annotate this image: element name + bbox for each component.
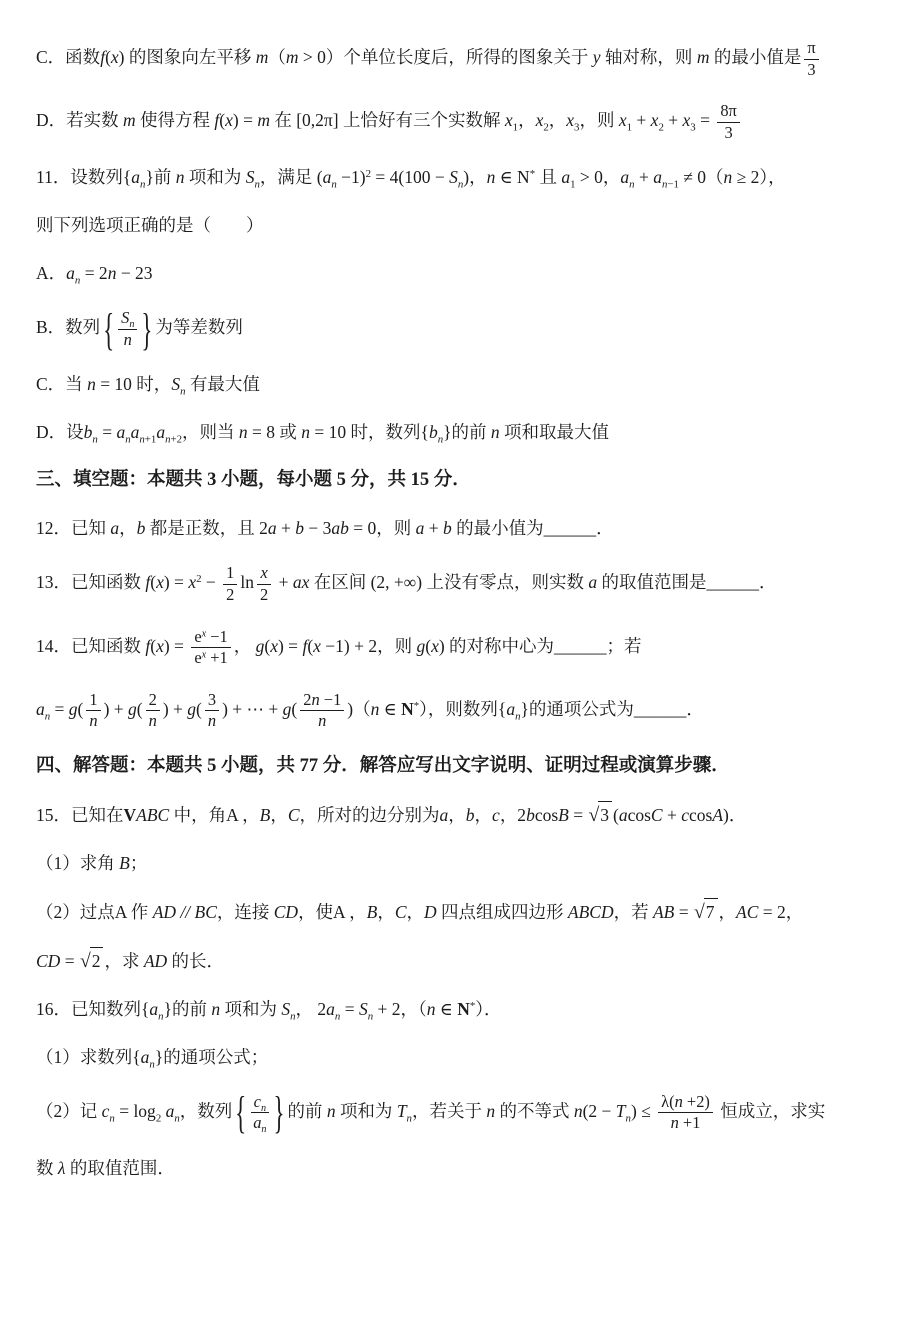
q16-part1: （1）求数列$\{a_n\}$的通项公式； (36, 1046, 269, 1071)
q10-option-d: D．若实数 m 使得方程 f(x) = m 在 [0,2π] 上恰好有三个实数解 $x_1$，$x_2$，$x_3$，则 $x_1 + x_2 + x_3$ = $\frac{8\pi}{3}$ (36, 101, 866, 143)
q10-option-c: C．函数f(x) 的图象向左平移 m（m > 0）个单位长度后，所得的图象关于 y 轴对称，则 m 的最小值是 $\frac{\pi}{3}$ (36, 38, 866, 80)
doc-lines (36, 38, 866, 1182)
q11-stem-line2: 则下列选项正确的是（ ） (36, 215, 264, 236)
q13: 13．已知函数 $f(x) = x^2$ − $\frac{1}{2}$ ln $\frac{x}{2}$ + ax 在区间 (2, +∞) 上没有零点，则实数 a 的取值范围是______． (36, 563, 777, 604)
section-3-header: 三、填空题：本题共 3 小题，每小题 5 分，共 15 分． (36, 470, 471, 491)
q16-part2-line2: 数 λ 的取值范围． (36, 1157, 175, 1178)
q15-part1: （1）求角 B； (36, 852, 148, 873)
q11-option-a: A．$a_n = 2n - 23$ (36, 263, 153, 287)
q12: 12．已知 a，b 都是正数，且 2a + b − 3ab = 0，则 a + b 的最小值为______． (36, 518, 614, 539)
section-4-header: 四、解答题：本题共 5 小题，共 77 分．解答应写出文字说明、证明过程或演算步骤． (36, 755, 730, 776)
q15-part2-line1: （2）过点A 作 AD // BC，连接 CD，使A ，B，C，D 四点组成四边形 ABCD，若 AB = √7 ，AC = 2， (36, 898, 866, 926)
q11-option-b: B．数列 { $\frac{S_n}{n}$ } 为等差数列 (36, 304, 243, 355)
q14-line1: 14．已知函数 f(x) = $\frac{e^x -1}{e^x +1}$ ， g(x) = f(x −1) + 2，则 g(x) 的对称中心为______；若 (36, 626, 642, 668)
q11-stem-line1: 11．设数列$\{a_n\}$前 n 项和为 $S_n$，满足 $(a_n -1)^2 = 4(100 - S_n)$，n ∈ N* 且 $a_1 > 0$，$a_n + a_{n-1} \ne 0(n \ge 2)$， (36, 167, 786, 191)
q15-stem: 15．已知在VABC 中，角A ，B，C，所对的边分别为a，b，c，2bcosB = √3 (acosC + ccosA)． (36, 801, 866, 829)
q14-line2: $a_n = g$( $\frac{1}{n}$ ) + g( $\frac{2}{n}$ ) + g( $\frac{3}{n}$ ) + ⋯ + g( $\frac{2n -1}{n}$ )（n ∈ N*），则数列$\{a_n\}$的通项公式为______． (36, 689, 704, 731)
q11-option-d: D．设$b_n = a_na_{n+1}a_{n+2}$，则当 n = 8 或 n = 10 时，数列$\{b_n\}$的前 n 项和取最大值 (36, 422, 610, 446)
q16-stem: 16．已知数列$\{a_n\}$的前 n 项和为 $S_n$， $2a_n = S_n + 2$，（n ∈ N*）． (36, 998, 502, 1023)
q11-option-c: C．当 n = 10 时，$S_n$ 有最大值 (36, 374, 260, 398)
q15-part2-line2: CD = √2 ，求 AD 的长． (36, 947, 866, 975)
q16-part2-line1: （2）记 $c_n = \log_2 a_n$，数列 { $\frac{c_n}{a_n}$ } 的前 n 项和为 $T_n$，若关于 n 的不等式 $n(2 - T_n)$ ≤ $\frac{\lambda(n +2)}{n +1}$ 恒成立，求实 (36, 1087, 826, 1138)
